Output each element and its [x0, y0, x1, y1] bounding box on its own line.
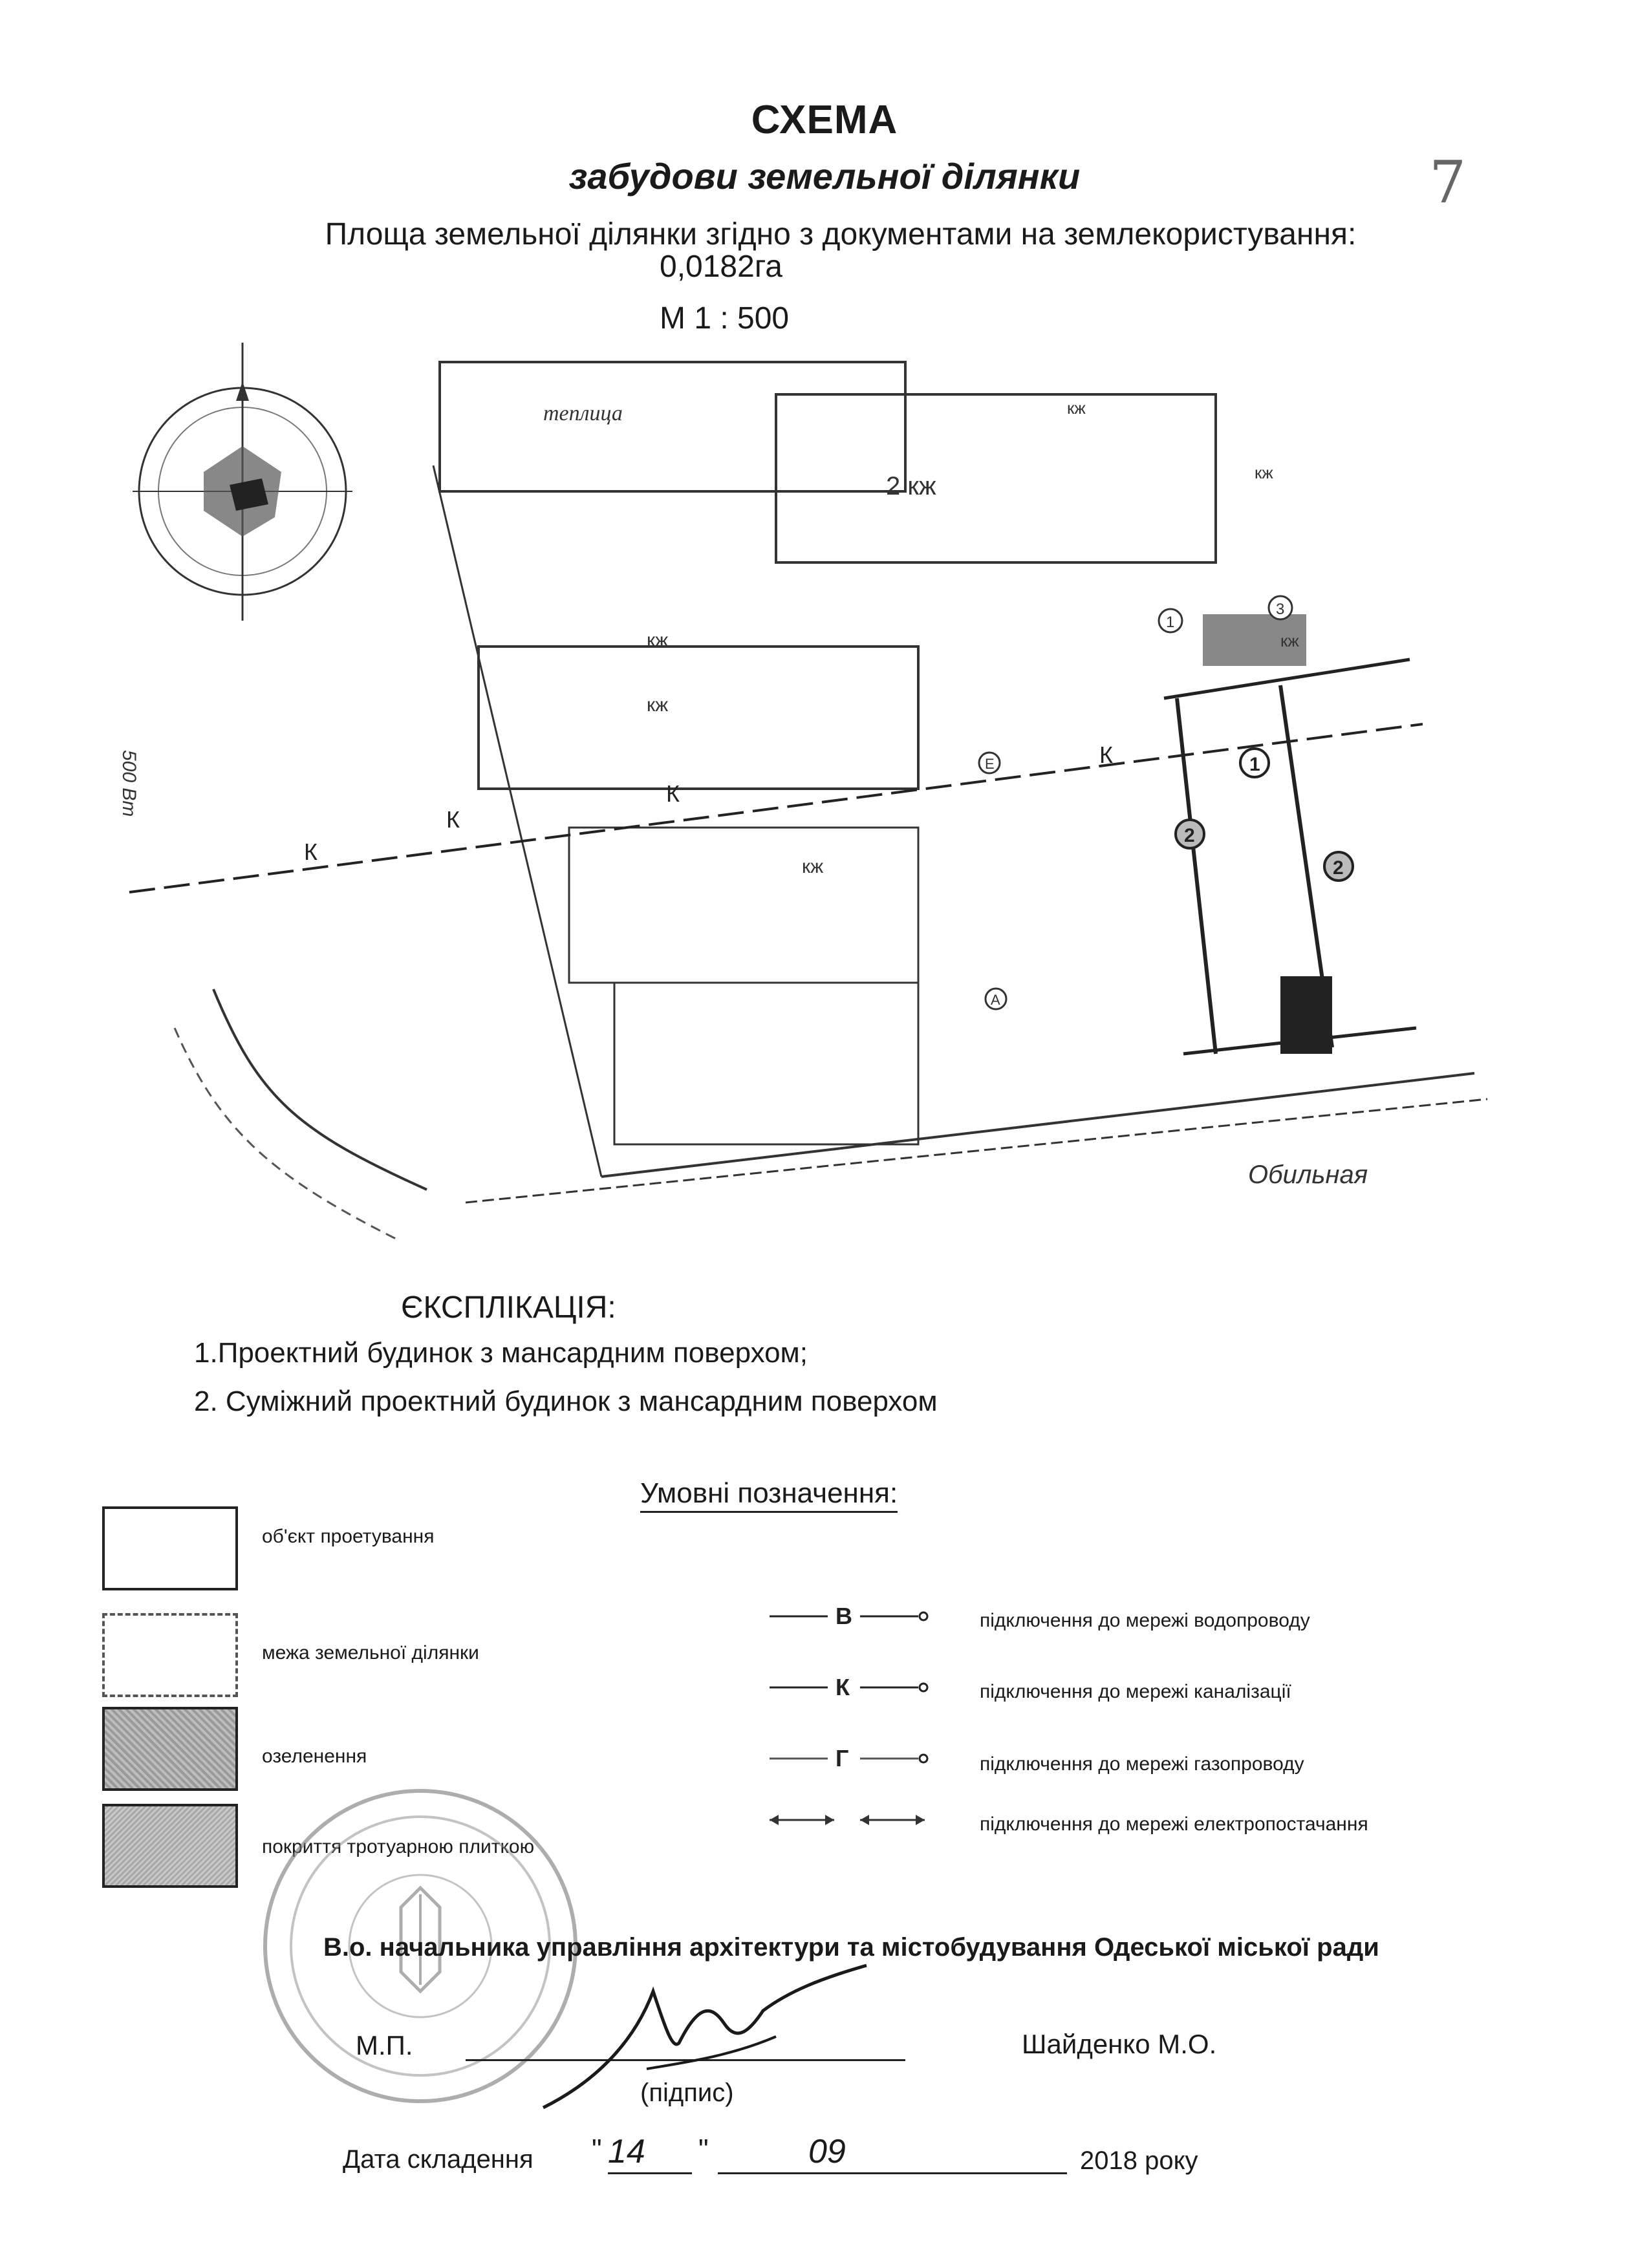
building-marker [1240, 749, 1269, 777]
legend-swatch-project-object [102, 1506, 238, 1590]
scale-label: М 1 : 500 [660, 301, 790, 336]
axis-marker [979, 753, 1000, 773]
utility-label: підключення до мережі електропостачання [980, 1813, 1368, 1835]
area-label: Площа земельної ділянки згідно з документами на землекористування: [325, 217, 1357, 251]
plan-label-kzh: кж [1255, 463, 1273, 482]
signatory-name: Шайденко М.О. [1022, 2029, 1217, 2059]
plan-label-k: К [666, 780, 680, 807]
plan-label-k: К [1099, 742, 1113, 768]
site-plan-drawing [65, 336, 1533, 1287]
plan-label-2kzh: 2 кж [886, 472, 936, 500]
utility-symbol: Г [835, 1746, 849, 1771]
axis-marker-label: Е [985, 756, 995, 772]
building-marker-label: 2 [1184, 825, 1195, 846]
plan-label-kzh: кж [802, 856, 824, 877]
plan-label-kzh: кж [647, 694, 669, 716]
building-marker [1324, 852, 1353, 881]
utility-label: підключення до мережі каналізації [980, 1681, 1291, 1702]
axis-marker [1269, 596, 1292, 619]
date-quote-close: " [698, 2134, 709, 2165]
date-label: Дата складення [343, 2145, 534, 2174]
compass-rose-icon [133, 343, 352, 621]
date-day-underline [608, 2172, 692, 2174]
utility-symbol: К [835, 1674, 850, 1700]
plan-label-k: К [304, 839, 318, 865]
date-month-underline [718, 2172, 1067, 2174]
document-subtitle: забудови земельної ділянки [568, 156, 1081, 197]
building-marker-label: 1 [1249, 754, 1260, 775]
area-value: 0,0182га [660, 250, 782, 284]
gas-line-icon [763, 1746, 938, 1771]
plan-label-street: Обильная [1248, 1161, 1368, 1189]
utility-label: підключення до мережі газопроводу [980, 1753, 1304, 1775]
plan-label-k: К [446, 806, 460, 833]
explication-item: 1.Проектний будинок з мансардним поверхом; [194, 1337, 808, 1369]
legend-swatch-paving [102, 1804, 238, 1888]
date-month: 09 [808, 2133, 846, 2170]
plan-label-kzh: кж [1280, 631, 1299, 650]
plan-label-kzh: кж [647, 630, 669, 651]
explication-title: ЄКСПЛІКАЦІЯ: [401, 1290, 616, 1325]
legend-label: озеленення [262, 1746, 367, 1767]
plan-label-kzh: кж [1067, 398, 1086, 418]
utility-label: підключення до мережі водопроводу [980, 1610, 1310, 1631]
sewer-line-icon [763, 1674, 938, 1700]
axis-marker-label: А [991, 992, 1000, 1008]
date-quote-open: " [592, 2134, 602, 2165]
building-marker [1176, 820, 1204, 848]
plan-label-power: 500 Вт [118, 750, 140, 817]
document-title: СХЕМА [751, 98, 898, 142]
date-day: 14 [608, 2133, 645, 2170]
axis-marker-label: 3 [1276, 601, 1285, 618]
legend-label: покриття тротуарною плиткою [262, 1836, 535, 1857]
legend-title: Умовні позначення: [640, 1477, 898, 1513]
plan-label-greenhouse: теплица [543, 401, 623, 425]
axis-marker-label: 1 [1166, 614, 1175, 631]
legend-label: межа земельної ділянки [262, 1642, 479, 1664]
date-year: 2018 року [1080, 2146, 1198, 2175]
building-marker-label: 2 [1333, 857, 1344, 879]
stamp-place-label: М.П. [356, 2030, 413, 2060]
signature-caption: (підпис) [640, 2079, 734, 2107]
water-line-icon [763, 1603, 938, 1629]
utility-symbol: В [835, 1603, 852, 1629]
page-number: 7 [1429, 149, 1467, 217]
legend-swatch-greenery [102, 1707, 238, 1791]
signatory-position: В.о. начальника управління архітектури та містобудування Одеської міської ради [323, 1933, 1379, 1962]
legend-label: об'єкт проетування [262, 1526, 435, 1547]
axis-marker [986, 989, 1006, 1009]
axis-marker [1159, 609, 1182, 632]
explication-item: 2. Суміжний проектний будинок з мансардним поверхом [194, 1385, 938, 1417]
power-line-icon [763, 1807, 938, 1833]
legend-swatch-land-boundary [102, 1613, 238, 1697]
